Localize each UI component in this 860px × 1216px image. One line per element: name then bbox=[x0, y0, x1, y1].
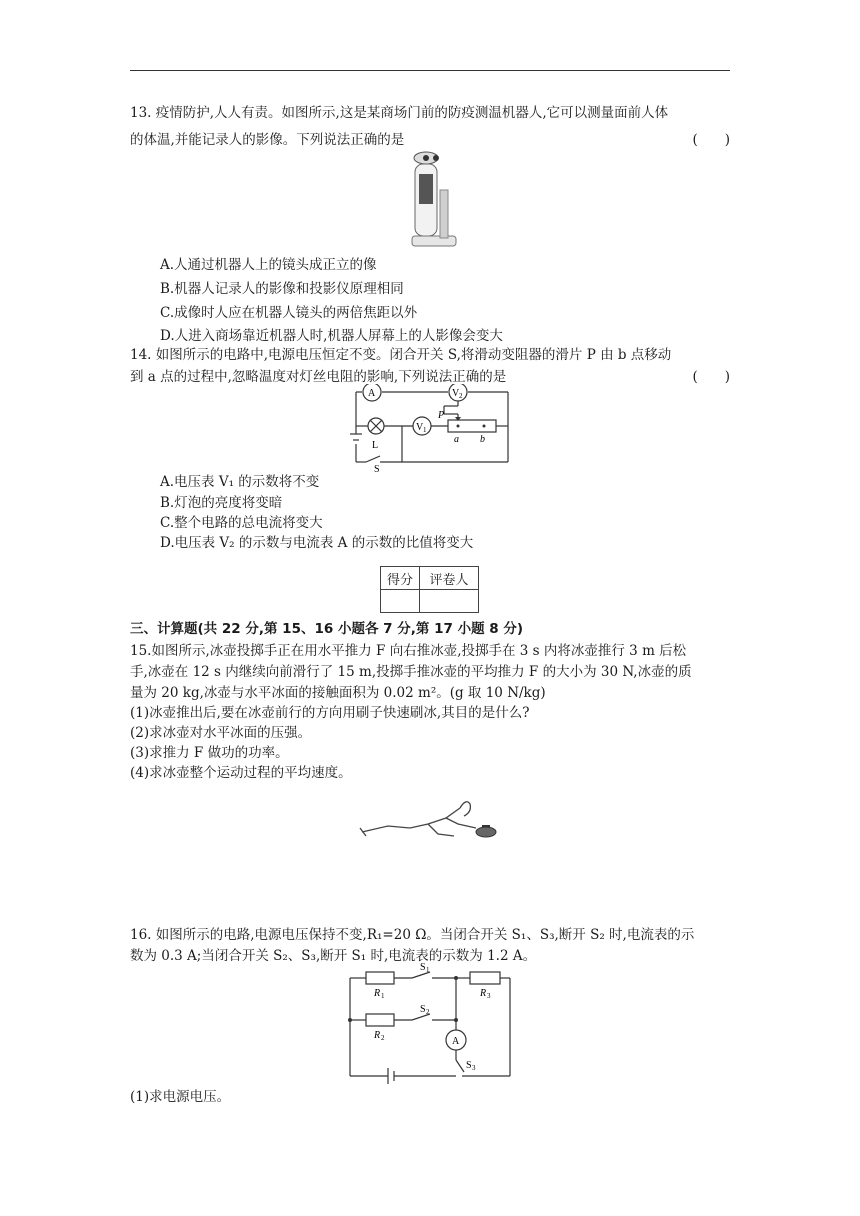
point-a-label: a bbox=[454, 434, 459, 445]
q15-line3: 量为 20 kg,冰壶与水平冰面的接触面积为 0.02 m²。(g 取 10 N/kg) bbox=[130, 685, 546, 701]
s2-label: S bbox=[420, 1004, 426, 1015]
r2-label: R bbox=[374, 1030, 381, 1041]
q13-option-a: A.人通过机器人上的镜头成正立的像 bbox=[160, 257, 377, 273]
grader-cell bbox=[420, 590, 479, 613]
s3-label: S bbox=[466, 1060, 472, 1071]
r3-subscript: 3 bbox=[487, 992, 491, 1000]
q13-option-d: D.人进入商场靠近机器人时,机器人屏幕上的人影像会变大 bbox=[160, 328, 503, 344]
q14-stem-line1: 14. 如图所示的电路中,电源电压恒定不变。闭合开关 S,将滑动变阻器的滑片 P 由 b 点移动 bbox=[130, 347, 672, 363]
grader-header: 评卷人 bbox=[420, 567, 479, 590]
q13-answer-paren: ( ) bbox=[692, 132, 730, 148]
q14-option-c: C.整个电路的总电流将变大 bbox=[160, 515, 323, 531]
q15-sub4: (4)求冰壶整个运动过程的平均速度。 bbox=[130, 765, 352, 781]
lamp-label: L bbox=[372, 440, 379, 451]
q14-circuit-diagram bbox=[348, 384, 516, 474]
curling-illustration bbox=[358, 794, 508, 840]
point-b-label: b bbox=[480, 434, 485, 445]
q13-option-c: C.成像时人应在机器人镜头的两倍焦距以外 bbox=[160, 305, 418, 321]
q16-circuit-diagram bbox=[344, 962, 516, 1084]
robot-illustration bbox=[400, 150, 470, 250]
score-header: 得分 bbox=[381, 567, 420, 590]
q16-sub1: (1)求电源电压。 bbox=[130, 1089, 231, 1105]
v2-label: V bbox=[452, 388, 460, 399]
v1-subscript: 1 bbox=[423, 426, 427, 434]
switch-label: S bbox=[374, 464, 380, 474]
s3-subscript: 3 bbox=[472, 1064, 476, 1072]
q13-option-b: B.机器人记录人的影像和投影仪原理相同 bbox=[160, 281, 404, 297]
ammeter-label: A bbox=[368, 388, 376, 399]
q15-line2: 手,冰壶在 12 s 内继续向前滑行了 15 m,投掷手推冰壶的平均推力 F 的大小为 30 N,冰壶的质 bbox=[130, 664, 692, 680]
q14-option-b: B.灯泡的亮度将变暗 bbox=[160, 495, 283, 511]
slider-label: P bbox=[438, 410, 445, 421]
s1-label: S bbox=[420, 962, 426, 973]
q13-stem-line2: 的体温,并能记录人的影像。下列说法正确的是 bbox=[130, 132, 405, 148]
r1-subscript: 1 bbox=[381, 992, 385, 1000]
header-rule bbox=[130, 70, 730, 71]
v1-label: V bbox=[416, 422, 424, 433]
q16-line2: 数为 0.3 A;当闭合开关 S₂、S₃,断开 S₁ 时,电流表的示数为 1.2 A。 bbox=[130, 948, 537, 964]
q14-stem-line2: 到 a 点的过程中,忽略温度对灯丝电阻的影响,下列说法正确的是 bbox=[130, 369, 507, 385]
q14-answer-paren: ( ) bbox=[692, 369, 730, 385]
q15-sub2: (2)求冰壶对水平冰面的压强。 bbox=[130, 725, 312, 741]
r2-subscript: 2 bbox=[381, 1034, 385, 1042]
score-table bbox=[380, 566, 479, 613]
r3-label: R bbox=[480, 988, 487, 999]
section-3-heading: 三、计算题(共 22 分,第 15、16 小题各 7 分,第 17 小题 8 分) bbox=[130, 621, 524, 637]
v2-subscript: 2 bbox=[459, 392, 463, 400]
score-cell bbox=[381, 590, 420, 613]
q15-sub3: (3)求推力 F 做功的功率。 bbox=[130, 745, 289, 761]
q14-option-d: D.电压表 V₂ 的示数与电流表 A 的示数的比值将变大 bbox=[160, 535, 474, 551]
s2-subscript: 2 bbox=[426, 1008, 430, 1016]
r1-label: R bbox=[374, 988, 381, 999]
ammeter-label: A bbox=[452, 1036, 460, 1047]
q15-sub1: (1)冰壶推出后,要在冰壶前行的方向用刷子快速刷冰,其目的是什么? bbox=[130, 705, 530, 721]
q15-line1: 15.如图所示,冰壶投掷手正在用水平推力 F 向右推冰壶,投掷手在 3 s 内将冰壶推行 3 m 后松 bbox=[130, 643, 687, 659]
q14-option-a: A.电压表 V₁ 的示数将不变 bbox=[160, 474, 320, 490]
q13-stem-line1: 13. 疫情防护,人人有责。如图所示,这是某商场门前的防疫测温机器人,它可以测量面前人体 bbox=[130, 105, 669, 121]
q16-line1: 16. 如图所示的电路,电源电压保持不变,R₁=20 Ω。当闭合开关 S₁、S₃,断开 S₂ 时,电流表的示 bbox=[130, 927, 695, 943]
s1-subscript: 1 bbox=[426, 966, 430, 974]
